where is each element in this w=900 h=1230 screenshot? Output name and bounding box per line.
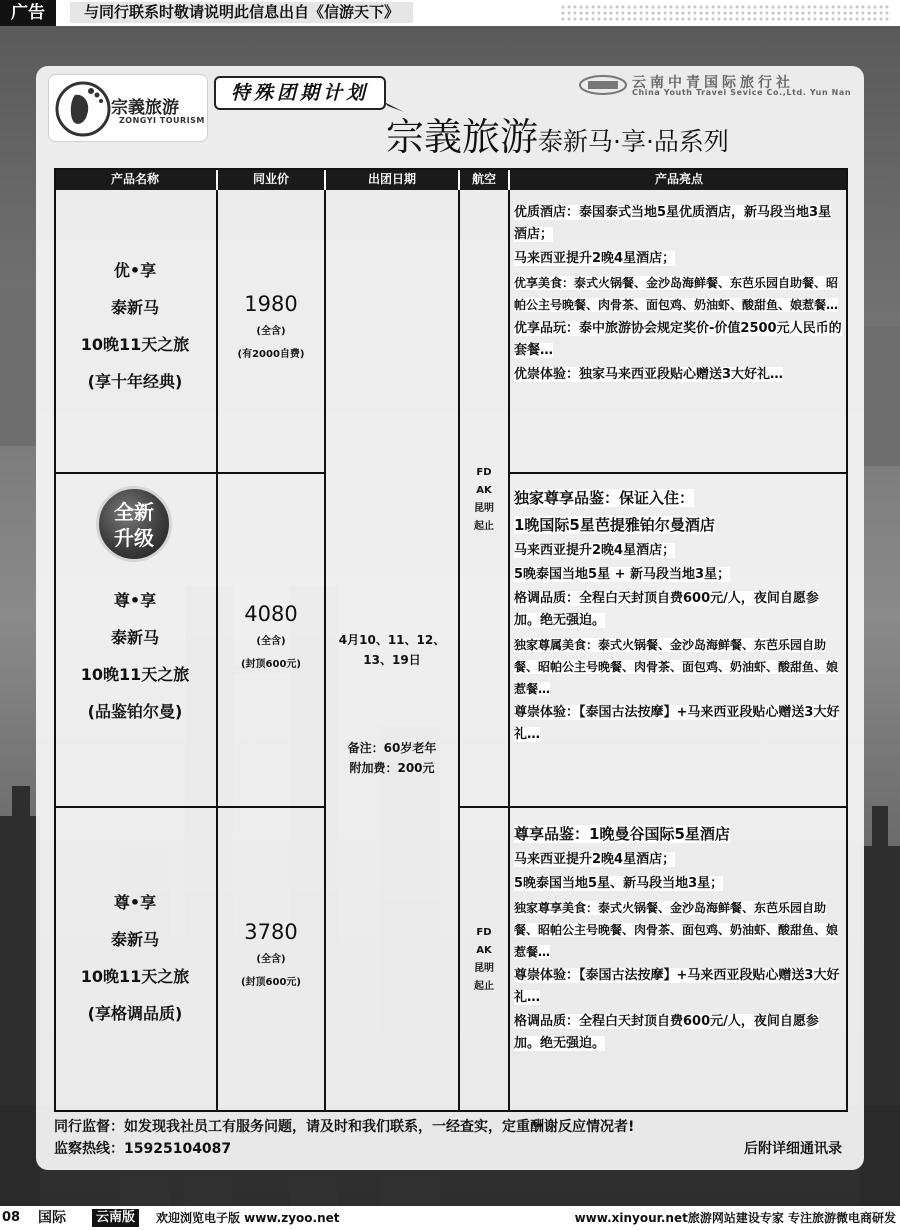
- highlight-item: 独家尊享美食：泰式火锅餐、金沙岛海鲜餐、东芭乐园自助餐、昭帕公主号晚餐、肉骨茶、面包鸡、奶油虾、酸甜鱼、娘惹餐…: [514, 901, 839, 959]
- ebook-link[interactable]: 欢迎浏览电子版 www.zyoo.net: [156, 1211, 340, 1225]
- row1-product-name: [54, 252, 216, 400]
- product-table: [54, 168, 848, 1112]
- airline-cell-upper: [460, 464, 508, 536]
- surcharge-note-line1: 备注：60岁老年: [347, 741, 437, 755]
- highlight-item: 格调品质：全程白天封顶自费600元/人，夜间自愿参加。绝无强迫。: [514, 1014, 819, 1051]
- row2-theme: (品鉴铂尔曼): [87, 702, 183, 721]
- highlight-item: 尊享品鉴：1晚曼谷国际5星酒店: [514, 825, 730, 843]
- highlight-item: 优享美食：泰式火锅餐、金沙岛海鲜餐、东芭乐园自助餐、昭帕公主号晚餐、肉骨茶、面包鸡、奶油虾、酸甜鱼、娘惹餐…: [514, 276, 839, 312]
- special-plan-banner: 特殊团期计划: [214, 76, 386, 110]
- highlight-item: 格调品质：全程白天封顶自费600元/人，夜间自愿参加。绝无强迫。: [514, 591, 819, 628]
- column-divider: [508, 190, 510, 1112]
- airline-city: 昆明: [474, 963, 494, 974]
- dot-pattern-decoration: [560, 4, 890, 21]
- ad-notice: 与同行联系时敬请说明此信息出自《信游天下》: [70, 2, 413, 23]
- section-label: 国际: [38, 1210, 66, 1226]
- row3-price: [218, 920, 324, 988]
- airline-route: 起止: [474, 521, 494, 532]
- highlight-item: 尊崇体验：【泰国古法按摩】+马来西亚段贴心赠送3大好礼…: [514, 705, 840, 742]
- top-ad-strip: [0, 0, 900, 26]
- row2-price-inclusive: (全含): [256, 636, 286, 647]
- highlight-item: 1晚国际5星芭提雅铂尔曼酒店: [514, 516, 715, 534]
- row-divider: [508, 472, 848, 474]
- airline-code: AK: [476, 945, 492, 956]
- agency-chinese-name: 云南中青国际旅行社: [632, 75, 794, 91]
- row2-destination: 泰新马: [110, 628, 159, 647]
- row1-highlights: [512, 202, 846, 388]
- agency-logo-icon: [578, 74, 628, 96]
- row1-price-inclusive: (全含): [256, 326, 286, 337]
- highlight-item: 5晚泰国当地5星 + 新马段当地3星；: [514, 567, 731, 582]
- supervision-notice: 同行监督：如发现我社员工有服务问题，请及时和我们联系，一经查实，定重酬谢反应情况者!: [54, 1119, 635, 1135]
- row1-theme: (享十年经典): [87, 372, 183, 391]
- edition-label: 云南版: [92, 1209, 139, 1227]
- departure-dates-line2: 13、19日: [363, 653, 421, 667]
- badge-line2: 升级: [114, 526, 154, 550]
- footer: [54, 1116, 848, 1160]
- headline: [386, 106, 729, 161]
- row2-price: [218, 602, 324, 670]
- supervision-hotline: 监察热线：15925104087: [54, 1141, 232, 1157]
- row-divider: [458, 806, 848, 808]
- row3-duration: 10晚11天之旅: [80, 967, 190, 986]
- row2-price-note: (封顶600元): [240, 659, 301, 670]
- departure-dates: [326, 630, 458, 670]
- highlight-item: 马来西亚提升2晚4星酒店；: [514, 251, 676, 266]
- headline-series: 泰新马·享·品系列: [538, 127, 729, 156]
- row2-highlights: [512, 486, 846, 748]
- highlight-item: 优崇体验：独家马来西亚段贴心赠送3大好礼…: [514, 367, 784, 382]
- row1-price-note: (有2000自费): [237, 349, 305, 360]
- highlight-item: 优质酒店：泰国泰式当地5星优质酒店，新马段当地3星酒店；: [514, 205, 832, 242]
- page-footer-bar: [0, 1206, 900, 1230]
- row3-price-value: 3780: [244, 920, 298, 944]
- airline-code: FD: [476, 927, 492, 938]
- row3-highlights: [512, 822, 846, 1057]
- header-price: 同业价: [218, 168, 326, 190]
- row2-product-name: [54, 582, 216, 730]
- row2-duration: 10晚11天之旅: [80, 665, 190, 684]
- highlight-item: 独家尊享品鉴：保证入住：: [514, 489, 695, 507]
- row3-price-inclusive: (全含): [256, 954, 286, 965]
- row1-tier: 优•享: [113, 261, 157, 280]
- new-upgrade-badge: [96, 486, 172, 562]
- agency-english-name: China Youth Travel Sevice Co.,Ltd. Yun Nan: [632, 88, 852, 97]
- zongyi-logo: [48, 74, 208, 142]
- header-highlights: 产品亮点: [654, 172, 703, 186]
- page-number: 08: [2, 1210, 21, 1225]
- row3-price-note: (封顶600元): [240, 977, 301, 988]
- footprint-logo-icon: [55, 81, 111, 137]
- header-airline: 航空: [460, 168, 510, 190]
- header-departure-date: 出团日期: [326, 168, 460, 190]
- ad-label: 广告: [0, 0, 56, 26]
- highlight-item: 5晚泰国当地5星、新马段当地3星；: [514, 876, 724, 891]
- row-divider: [54, 472, 326, 474]
- row3-theme: (享格调品质): [87, 1004, 183, 1023]
- highlight-item: 尊崇体验：【泰国古法按摩】+马来西亚段贴心赠送3大好礼…: [514, 968, 840, 1005]
- highlight-item: 独家尊属美食：泰式火锅餐、金沙岛海鲜餐、东芭乐园自助餐、昭帕公主号晚餐、肉骨茶、面包鸡、奶油虾、酸甜鱼、娘惹餐…: [514, 638, 839, 696]
- logo-chinese-name: 宗義旅游: [111, 98, 179, 118]
- row1-price: [218, 292, 324, 360]
- headline-brand: 宗義旅游: [386, 115, 539, 159]
- row1-price-value: 1980: [244, 292, 298, 316]
- row2-price-value: 4080: [244, 602, 298, 626]
- table-header: [54, 168, 848, 190]
- airline-route: 起止: [474, 981, 494, 992]
- row-divider: [54, 806, 326, 808]
- departure-dates-line1: 4月10、11、12、: [338, 633, 446, 647]
- airline-code: FD: [476, 467, 492, 478]
- directory-note: 后附详细通讯录: [744, 1141, 842, 1157]
- row1-duration: 10晚11天之旅: [80, 335, 190, 354]
- surcharge-note-line2: 附加费：200元: [349, 761, 435, 775]
- row3-tier: 尊•享: [113, 893, 157, 912]
- row2-tier: 尊•享: [113, 591, 157, 610]
- hotline-row: [54, 1138, 848, 1160]
- senior-surcharge-note: [326, 738, 458, 778]
- header-product-name: 产品名称: [54, 168, 218, 190]
- highlight-item: 马来西亚提升2晚4星酒店；: [514, 852, 676, 867]
- badge-line1: 全新: [114, 500, 154, 524]
- row3-destination: 泰新马: [110, 930, 159, 949]
- airline-city: 昆明: [474, 503, 494, 514]
- airline-code: AK: [476, 485, 492, 496]
- highlight-item: 优享品玩：泰中旅游协会规定奖价-价值2500元人民币的套餐…: [514, 321, 842, 358]
- logo-english-name: ZONGYI TOURISM: [119, 116, 205, 125]
- row3-product-name: [54, 884, 216, 1032]
- row1-destination: 泰新马: [110, 298, 159, 317]
- website-promo-link[interactable]: www.xinyour.net旅游网站建设专家 专注旅游微电商研发: [574, 1211, 896, 1225]
- highlight-item: 马来西亚提升2晚4星酒店；: [514, 543, 676, 558]
- airline-cell-lower: [460, 924, 508, 996]
